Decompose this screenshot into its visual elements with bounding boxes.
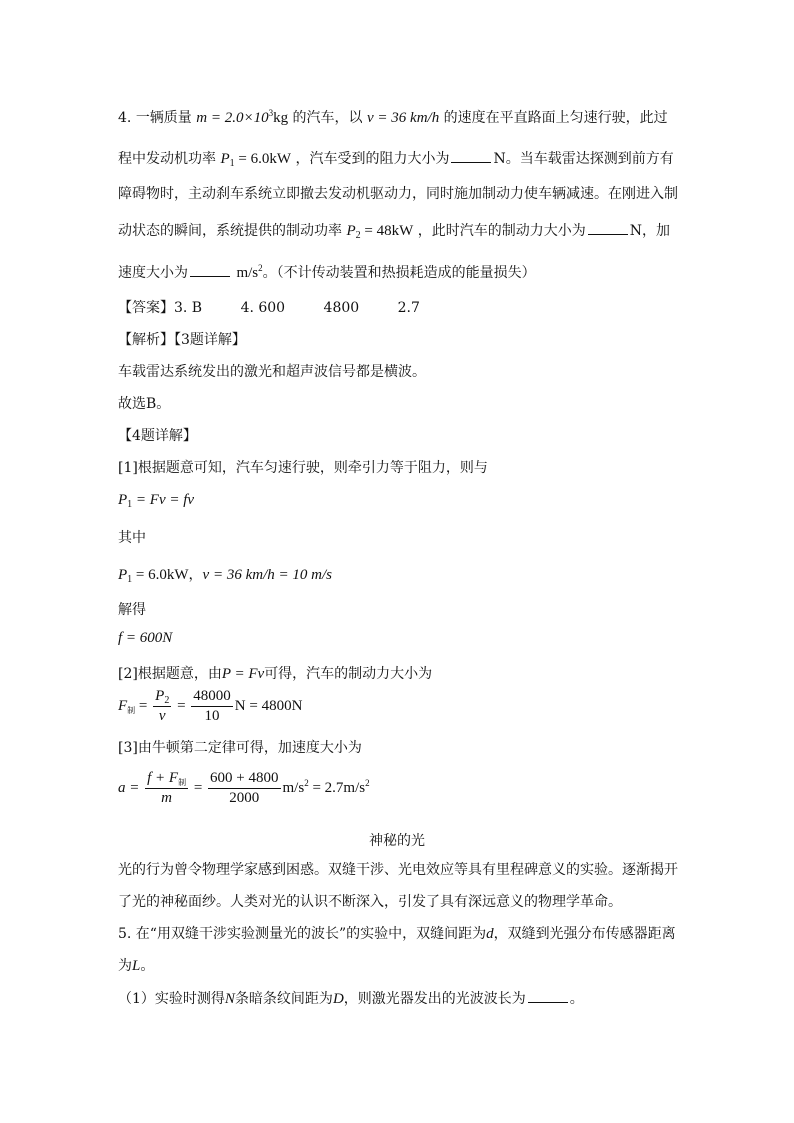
solve-label: 解得 <box>118 602 146 618</box>
step-3-text: [3]由牛顿第二定律可得，加速度大小为 <box>118 740 362 756</box>
q4-line-1: 4. 一辆质量 $m = 2.0\times 10^3kg$ 的汽车，以 v = 36 km/h 的速度在平直路面上匀速行驶，此过 <box>118 108 668 126</box>
formula-braking-force: $F_制$ = $\frac{P_2}{v}$ = $\frac{48000}{10}$ N = 4800N <box>118 688 303 724</box>
analysis-header: 【解析】【3题详解】 <box>118 332 246 348</box>
analysis-label: 【解析】 <box>118 332 174 348</box>
step-2-text: [2]根据题意，由P = Fv可得，汽车的制动力大小为 <box>118 666 433 682</box>
q3-choice: 故选B。 <box>118 396 171 412</box>
question-number: 4. <box>118 110 132 126</box>
answer-blank <box>190 262 230 277</box>
q4-detail-header: 【4题详解】 <box>118 428 197 444</box>
q4-line-3: 障碍物时，主动刹车系统立即撤去发动机驱动力，同时施加制动力使车辆减速。在刚进入制 <box>118 186 678 202</box>
q5-line-1: 5. 在“用双缝干涉实验测量光的波长”的实验中，双缝间距为d，双缝到光强分布传感器距离 <box>118 926 676 942</box>
fraction: $\frac{48000}{10}$ <box>193 688 231 724</box>
answer-blank <box>588 220 628 235</box>
fraction: $\frac{f + F_制}{m}$ <box>147 770 187 806</box>
q5-sub-1: （1）实验时测得N条暗条纹间距为D，则激光器发出的光波波长为 。 <box>118 988 678 1009</box>
formula-given: $P_1 = 6.0kW$，v = 36 km/h = 10 m/s <box>118 567 332 585</box>
section-paragraph-line-1: 光的行为曾令物理学家感到困惑。双缝干涉、光电效应等具有里程碑意义的实验。逐渐揭开 <box>118 862 678 878</box>
q4-line-5: 速度大小为 $m/s^2$。（不计传动装置和热损耗造成的能量损失） <box>118 263 536 281</box>
formula-power: $P_1 = Fv$ = fv <box>118 492 195 510</box>
formula-resistance: f = 600N <box>118 630 173 646</box>
section-title: 神秘的光 <box>369 833 425 849</box>
q4-line-2: 程中发动机功率 $P_1 = 6.0kW$ ，汽车受到的阻力大小为 N。当车载雷达探测到前方有 <box>118 148 678 169</box>
answer-blank <box>451 148 491 163</box>
answer-label: 【答案】 <box>118 300 174 316</box>
step-1-text: [1]根据题意可知，汽车匀速行驶，则牵引力等于阻力，则与 <box>118 460 488 476</box>
fraction: $\frac{600 + 4800}{2000}$ <box>210 770 279 806</box>
formula-acceleration: a = $\frac{f + F_制}{m}$ = $\frac{600 + 4800}{2000}$ $m/s^2 = 2.7m/s^2$ <box>118 770 370 806</box>
answer-line: 【答案】3. B 4. 600 4800 2.7 <box>118 300 420 316</box>
q3-explanation: 车载雷达系统发出的激光和超声波信号都是横波。 <box>118 364 426 380</box>
section-paragraph-line-2: 了光的神秘面纱。人类对光的认识不断深入，引发了具有深远意义的物理学革命。 <box>118 894 622 910</box>
q4-line-4: 动状态的瞬间，系统提供的制动功率 $P_2 = 48kW$ ，此时汽车的制动力大小为 N，加 <box>118 220 678 241</box>
answer-blank <box>528 988 568 1003</box>
among-label: 其中 <box>118 530 146 546</box>
fraction: $\frac{P_2}{v}$ <box>155 688 170 724</box>
q5-line-2: 为L。 <box>118 958 155 974</box>
